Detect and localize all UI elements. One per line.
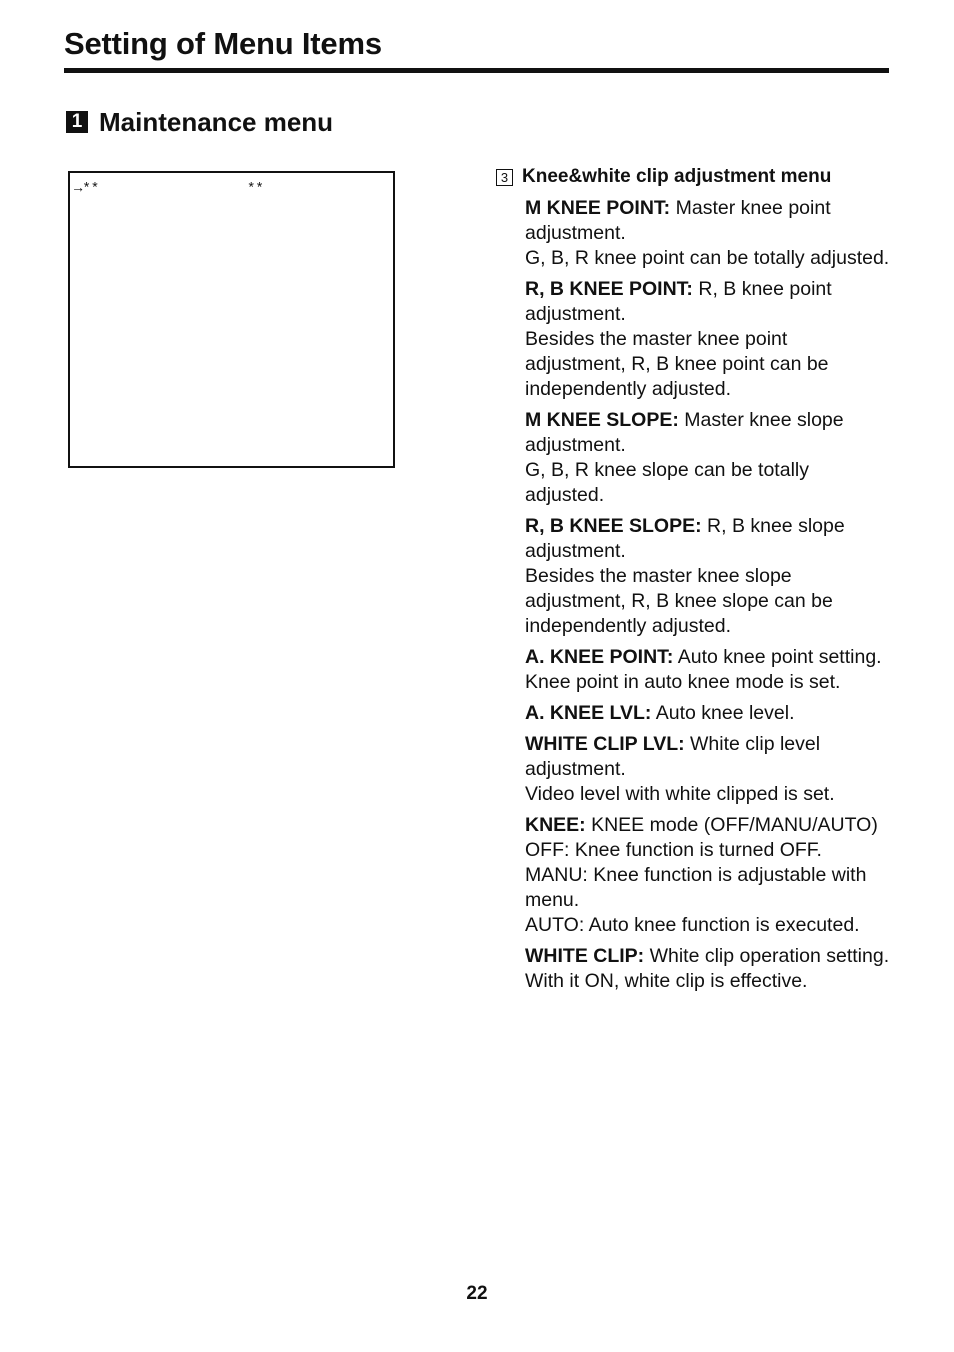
item-text: White clip operation setting.: [644, 945, 890, 967]
item-detail-line: G, B, R knee slope can be totally adjusted.: [525, 459, 809, 506]
item-term: R, B KNEE SLOPE:: [525, 515, 702, 537]
section-heading: [66, 106, 333, 138]
item-text: KNEE mode (OFF/MANU/AUTO): [585, 814, 878, 836]
menu-item-descriptions: [525, 196, 891, 1000]
item-term: M KNEE POINT:: [525, 197, 671, 219]
item-first-line: [525, 813, 891, 838]
item-detail-line: MANU: Knee function is adjustable with menu.: [525, 864, 867, 911]
item-term: R, B KNEE POINT:: [525, 278, 693, 300]
menu-item-description: [525, 277, 891, 402]
item-text: Master knee point adjustment.: [525, 197, 831, 244]
menu-item-description: [525, 645, 891, 695]
menu-item-description: [525, 514, 891, 639]
item-term: A. KNEE LVL:: [525, 702, 652, 724]
menu-item-description: [525, 701, 891, 726]
item-first-line: [525, 732, 891, 782]
menu-item-description: [525, 408, 891, 508]
item-detail-line: With it ON, white clip is effective.: [525, 970, 808, 992]
page-number: 22: [466, 1283, 488, 1304]
section-title: Maintenance menu: [99, 106, 334, 137]
item-first-line: [525, 645, 891, 695]
item-first-line: [525, 196, 891, 246]
item-term: M KNEE SLOPE:: [525, 409, 679, 431]
item-text: R, B knee point adjustment.: [525, 278, 832, 325]
item-first-line: [525, 944, 891, 969]
menu-screen-value-text: **: [247, 181, 264, 197]
menu-item-description: [525, 813, 891, 938]
item-first-line: [525, 277, 891, 327]
menu-screen-cursor-text: →**: [74, 181, 100, 197]
item-first-line: [525, 408, 891, 458]
item-detail-line: Besides the master knee point adjustment, R, B knee point can be independently adjusted.: [525, 328, 829, 400]
item-term: WHITE CLIP:: [525, 945, 645, 967]
item-detail-line: G, B, R knee point can be totally adjusted.: [525, 247, 890, 269]
menu-item-description: [525, 196, 891, 271]
item-text: White clip level adjustment.: [525, 733, 821, 780]
subsection-title: Knee&white clip adjustment menu: [522, 166, 832, 187]
item-term: KNEE:: [525, 814, 586, 836]
menu-item-description: [525, 944, 891, 994]
item-term: WHITE CLIP LVL:: [525, 733, 685, 755]
section-number-badge: 1: [66, 111, 88, 133]
menu-screen-frame: [68, 171, 395, 468]
item-text: R, B knee slope adjustment.: [525, 515, 845, 562]
subsection-heading: [496, 165, 831, 189]
title-divider: [64, 68, 889, 73]
item-detail-line: Besides the master knee slope adjustment, R, B knee slope can be independently adjusted.: [525, 565, 833, 637]
item-first-line: [525, 514, 891, 564]
item-text: Master knee slope adjustment.: [525, 409, 844, 456]
item-first-line: [525, 701, 891, 726]
item-term: A. KNEE POINT:: [525, 646, 674, 668]
item-text: Auto knee point setting. Knee point in auto knee mode is set.: [525, 646, 882, 693]
subsection-number-box: 3: [496, 169, 513, 186]
item-detail-line: Video level with white clipped is set.: [525, 783, 835, 805]
menu-item-description: [525, 732, 891, 807]
item-detail-line: AUTO: Auto knee function is executed.: [525, 914, 860, 936]
item-detail-line: OFF: Knee function is turned OFF.: [525, 839, 822, 861]
page-title: Setting of Menu Items: [64, 26, 382, 61]
item-text: Auto knee level.: [651, 702, 795, 724]
